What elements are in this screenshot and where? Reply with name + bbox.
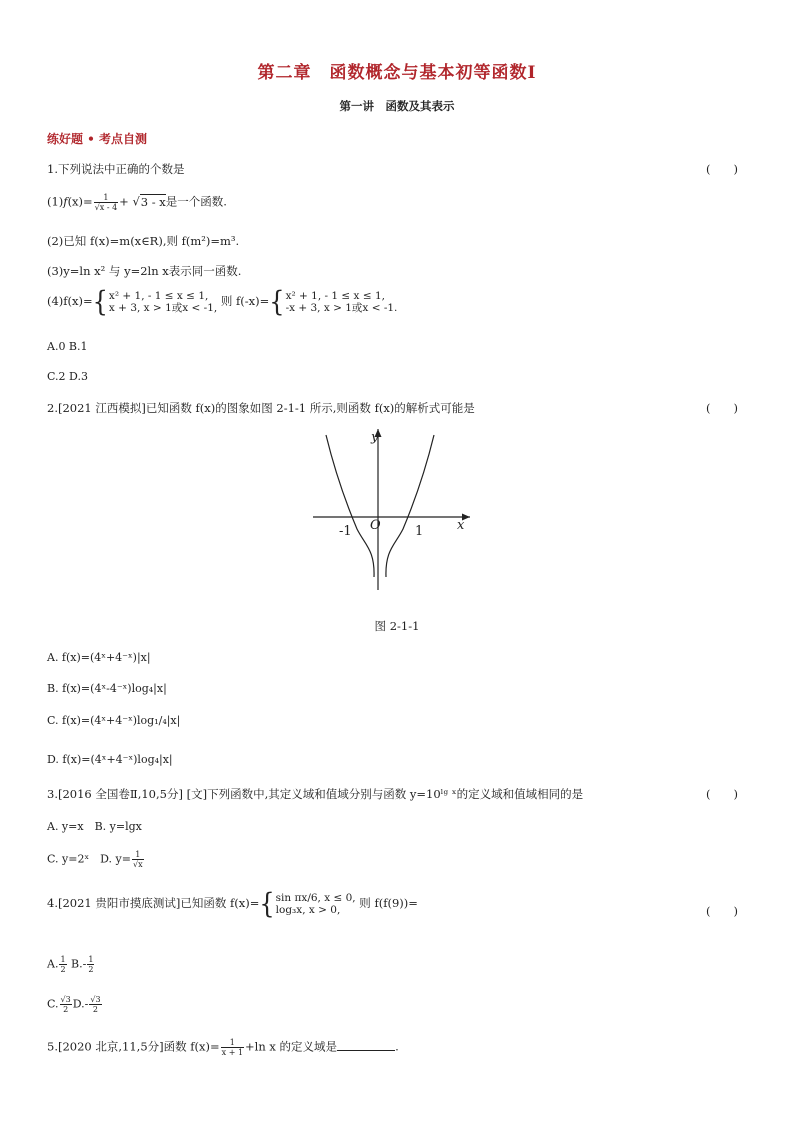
origin-label: O <box>370 518 381 533</box>
q4-answer-paren: ( ) <box>706 904 738 918</box>
q2-function-graph <box>305 425 480 595</box>
q3-stem: 3.[2016 全国卷Ⅱ,10,5分] [文]下列函数中,其定义域和值域分别与函数 y=10ˡᵍ ˣ的定义域和值域相同的是 <box>47 787 584 801</box>
q1-statement-1: (1)f(x)= $\frac{1}{√x - 4}$ + √3 - x是一个函数. <box>47 193 227 212</box>
q2-stem: 2.[2021 江西模拟]已知函数 f(x)的图象如图 2-1-1 所示,则函数 f(x)的解析式可能是 <box>47 401 475 415</box>
q1-statement-4: (4)f(x)={ x² + 1, - 1 ≤ x ≤ 1, x + 3, x > 1或x < -1, 则 f(-x)={ x² + 1, - 1 ≤ x ≤ 1, -x + 3, x > 1或x < -1. <box>47 285 398 319</box>
q2-option-d: D. f(x)=(4ˣ+4⁻ˣ)log₄|x| <box>47 753 173 766</box>
q2-option-b: B. f(x)=(4ˣ-4⁻ˣ)log₄|x| <box>47 682 167 695</box>
section-label: 练好题 • 考点自测 <box>47 132 148 146</box>
q5-answer-blank[interactable] <box>337 1050 395 1051</box>
q2-option-c: C. f(x)=(4ˣ+4⁻ˣ)log₁/₄|x| <box>47 714 181 727</box>
q1-statement-3: (3)y=ln x² 与 y=2ln x表示同一函数. <box>47 264 242 278</box>
q2-option-a: A. f(x)=(4ˣ+4⁻ˣ)|x| <box>47 651 151 664</box>
tick-label-neg-one: -1 <box>339 524 352 539</box>
q4-options-ab: A. $\frac{1}{2}$ B.- $\frac{1}{2}$ <box>47 955 94 974</box>
q2-answer-paren: ( ) <box>706 401 738 415</box>
q1-stem: 1.下列说法中正确的个数是 <box>47 162 185 176</box>
curve-right-branch <box>386 435 434 577</box>
q1-answer-paren: ( ) <box>706 162 738 176</box>
chapter-title: 第二章 函数概念与基本初等函数Ⅰ <box>257 63 537 83</box>
q1-options-ab: A.0 B.1 <box>47 340 88 353</box>
q3-answer-paren: ( ) <box>706 787 738 801</box>
q3-options-cd: C. y=2ˣ D. y= $\frac{1}{√x}$ <box>47 850 143 869</box>
q5-stem: 5.[2020 北京,11,5分]函数 f(x)= $\frac{1}{x + 1}$ +ln x 的定义域是 . <box>47 1038 399 1057</box>
q1-options-cd: C.2 D.3 <box>47 370 88 383</box>
x-axis-label: x <box>457 518 465 533</box>
tick-label-one: 1 <box>415 524 424 539</box>
q4-options-cd: C. $\frac{√3}{2}$ D.- $\frac{√3}{2}$ <box>47 995 101 1014</box>
q3-options-ab: A. y=x B. y=lgx <box>47 820 142 833</box>
y-axis-label: y <box>371 430 379 445</box>
q2-figure-caption: 图 2-1-1 <box>374 619 420 633</box>
lesson-title: 第一讲 函数及其表示 <box>339 99 455 113</box>
q4-stem: 4.[2021 贵阳市摸底测试]已知函数 f(x)={ sin πx/6, x ≤ 0, log₃x, x > 0, 则 f(f(9))= <box>47 887 418 921</box>
curve-left-branch <box>326 435 374 577</box>
q1-statement-2: (2)已知 f(x)=m(x∈R),则 f(m²)=m³. <box>47 234 240 248</box>
